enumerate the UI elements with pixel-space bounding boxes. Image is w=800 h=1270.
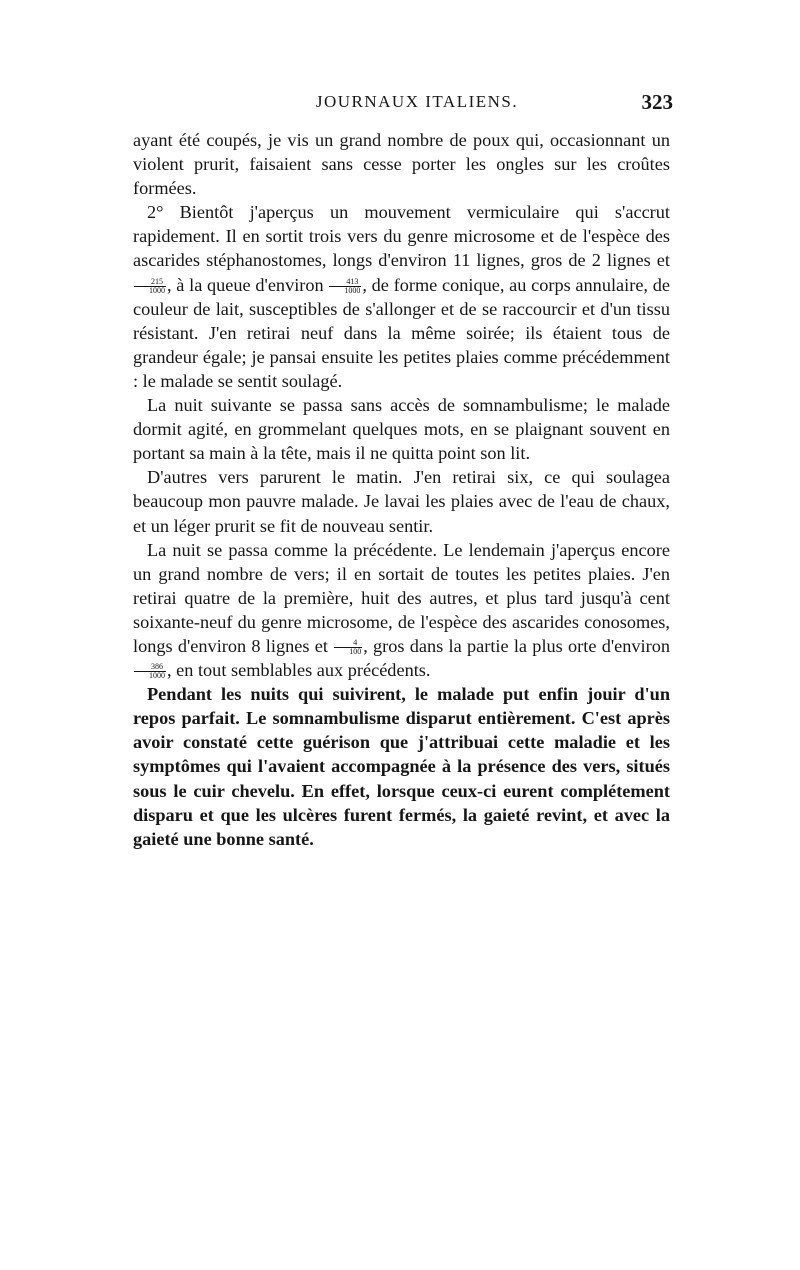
paragraph-3: La nuit suivante se passa sans accès de somnambulisme; le malade dormit agité, en grommelant quelques mots, en se plaignant souvent en portant sa main à la tête, mais il ne quitta point son lit.	[133, 395, 670, 464]
fraction-denominator: 1000	[149, 285, 165, 295]
fraction-numerator: 4	[334, 639, 362, 648]
fraction-denominator: 100	[349, 647, 362, 657]
fraction	[329, 278, 361, 295]
paragraph-2-text-a: 2° Bientôt j'aperçus un mouvement vermiculaire qui s'accrut rapidement. Il en sortit trois vers du genre microsome et de l'espèce des ascarides stéphanostomes, longs d'environ 11 lignes, gros de 2 lignes et	[133, 202, 670, 271]
running-header	[133, 92, 673, 122]
paragraph-4: D'autres vers parurent le matin. J'en retirai six, ce qui soulagea beaucoup mon pauvre malade. Je lavai les plaies avec de l'eau de chaux, et un léger prurit se fit de nouveau sentir.	[133, 467, 670, 536]
fraction	[134, 663, 166, 680]
paragraph-5	[133, 538, 670, 683]
paragraph-2-text-c: , de forme conique, au corps annulaire, de couleur de lait, susceptibles de s'allonger et de se raccourcir et d'un tissu résistant. J'en retirai neuf dans la même soirée; ils étaient tous de grandeur égale; je pansai ensuite les petites plaies comme précédemment : le malade se sentit soulagé.	[133, 274, 670, 391]
paragraph-6: Pendant les nuits qui suivirent, le malade put enfin jouir d'un repos parfait. Le somnambulisme disparut entièrement. C'est après avoir constaté cette guérison que j'attribuai cette maladie et les symptômes qui l'avaient accompagnée à la présence des vers, situés sous le cuir chevelu. En effet, lorsque ceux-ci eurent complétement disparu et que les ulcères furent fermés, la gaieté revint, et avec la gaieté une bonne santé.	[133, 684, 670, 849]
fraction-denominator: 1000	[344, 285, 361, 295]
running-title: JOURNAUX ITALIENS.	[315, 92, 519, 111]
body-text	[133, 128, 670, 851]
fraction-numerator: 215	[134, 278, 166, 287]
fraction	[134, 278, 166, 295]
fraction-numerator: 413	[329, 278, 361, 287]
paragraph-5-text-a: La nuit se passa comme la précédente. Le lendemain j'aperçus encore un grand nombre de vers; il en sortait de toutes les petites plaies. J'en retirai quatre de la première, huit des autres, et plus tard jusqu'à cent soixante-neuf du genre microsome, de l'espèce des ascarides conosomes, longs d'environ 8 lignes et	[133, 539, 670, 656]
paragraph-2-text-b: , à la queue d'environ	[167, 274, 329, 295]
page-number: 323	[641, 90, 673, 114]
fraction-denominator: 1000	[149, 671, 165, 681]
paragraph-1: ayant été coupés, je vis un grand nombre de poux qui, occasionnant un violent prurit, faisaient sans cesse porter les ongles sur les croûtes formées.	[133, 130, 670, 199]
fraction	[334, 639, 362, 656]
paragraph-5-text-b: , gros dans la partie la plus orte d'environ	[363, 635, 670, 656]
fraction-numerator: 386	[134, 663, 166, 672]
paragraph-2	[133, 200, 670, 393]
paragraph-5-text-c: , en tout semblables aux précédents.	[167, 660, 431, 681]
